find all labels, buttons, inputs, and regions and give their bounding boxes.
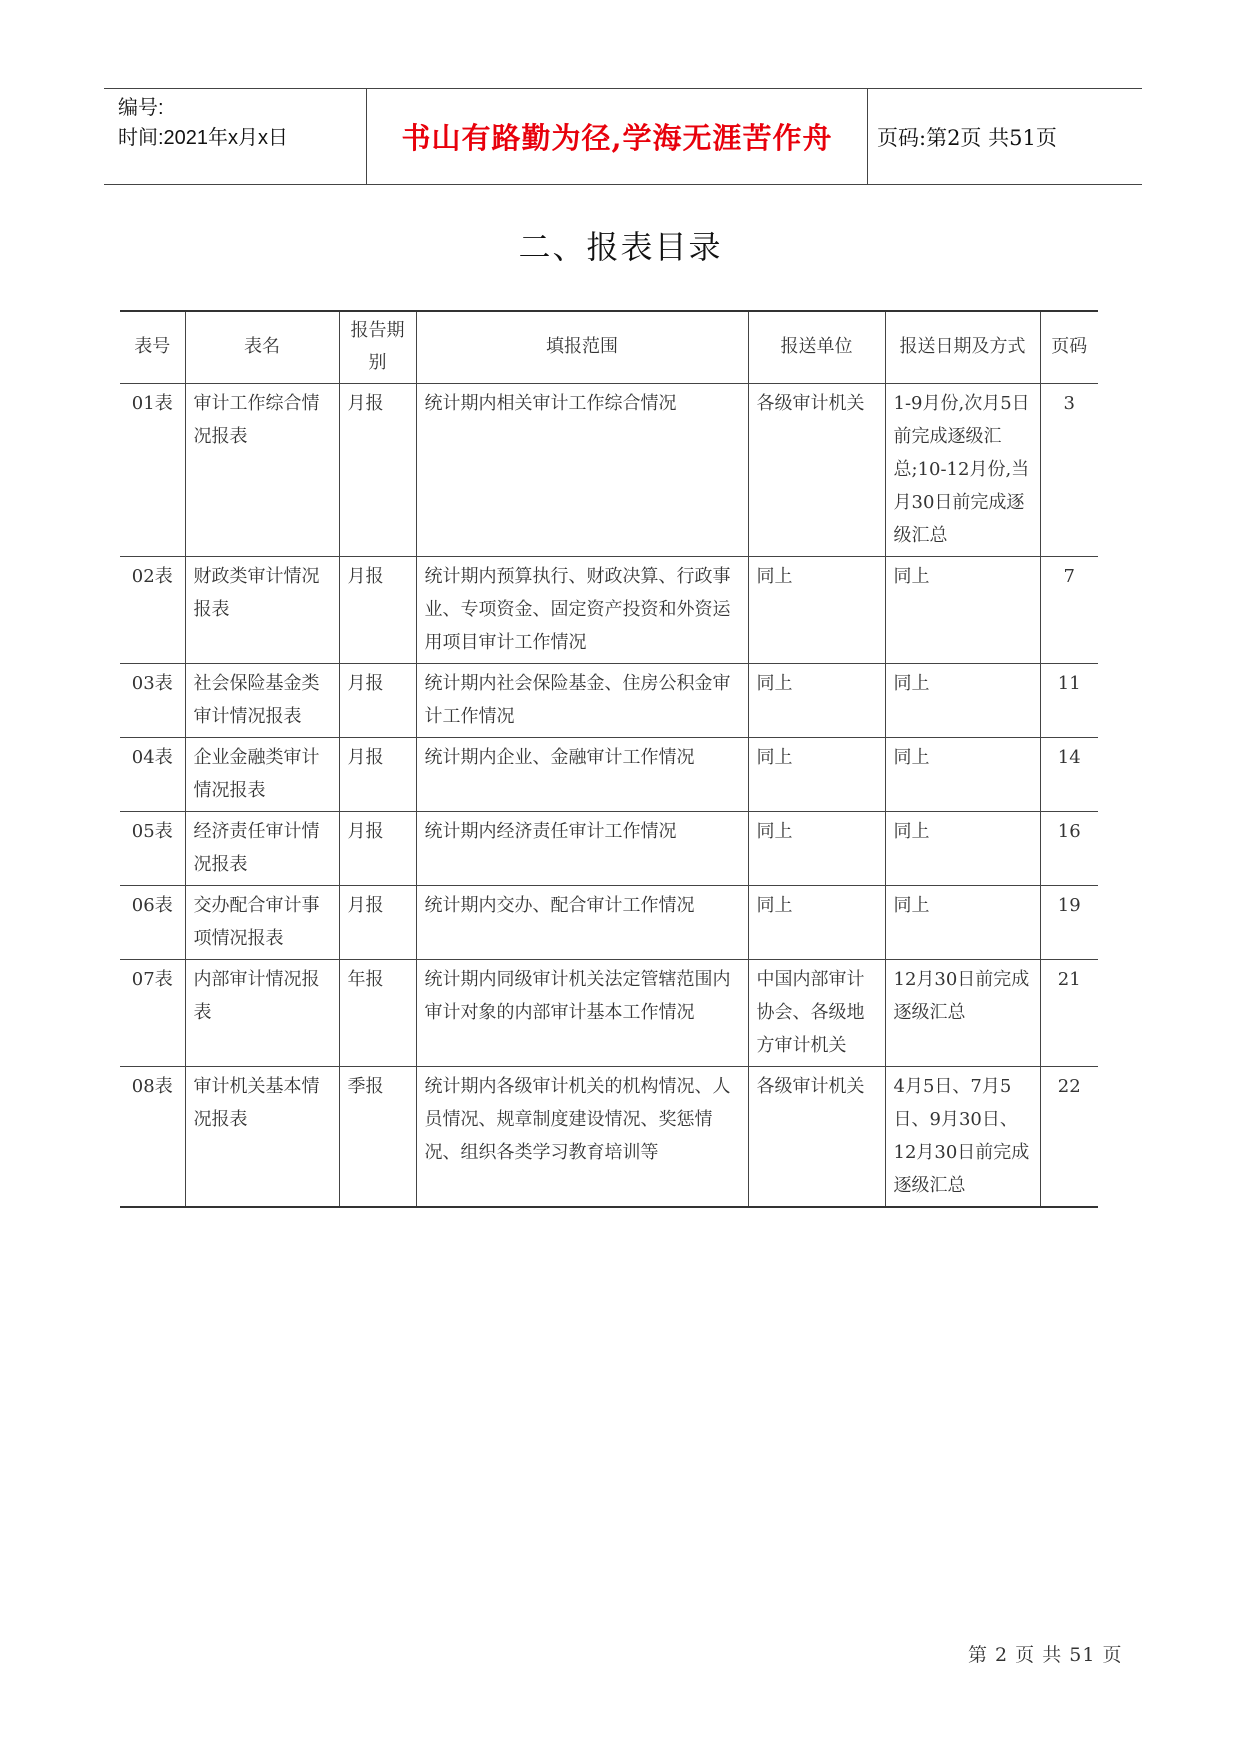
header-name: 表名 [185,311,339,384]
cell-period: 月报 [339,812,416,886]
cell-name: 审计工作综合情况报表 [185,384,339,557]
cell-date: 4月5日、7月5日、9月30日、12月30日前完成逐级汇总 [885,1067,1040,1208]
table-row [120,960,1098,1067]
cell-date: 同上 [885,738,1040,812]
table-row [120,812,1098,886]
header-date: 报送日期及方式 [885,311,1040,384]
cell-no: 08表 [120,1067,185,1208]
serial-label: 编号: [118,97,164,119]
cell-page: 7 [1040,557,1098,664]
table-row [120,664,1098,738]
page-header [104,88,1142,185]
cell-no: 02表 [120,557,185,664]
page-footer: 第 2 页 共 51 页 [968,1644,1123,1666]
header-meta [118,93,288,153]
cell-period: 月报 [339,886,416,960]
cell-page: 14 [1040,738,1098,812]
header-no: 表号 [120,311,185,384]
cell-no: 04表 [120,738,185,812]
cell-page: 22 [1040,1067,1098,1208]
table-row [120,886,1098,960]
table-header-row [120,311,1098,384]
cell-page: 3 [1040,384,1098,557]
cell-no: 06表 [120,886,185,960]
cell-date: 1-9月份,次月5日前完成逐级汇总;10-12月份,当月30日前完成逐级汇总 [885,384,1040,557]
cell-page: 19 [1040,886,1098,960]
cell-unit: 同上 [748,886,885,960]
cell-unit: 同上 [748,664,885,738]
cell-scope: 统计期内各级审计机关的机构情况、人员情况、规章制度建设情况、奖惩情况、组织各类学习教育培训等 [416,1067,748,1208]
report-catalog-table [120,310,1098,1208]
cell-no: 07表 [120,960,185,1067]
cell-name: 企业金融类审计情况报表 [185,738,339,812]
page-title: 二、报表目录 [518,228,723,266]
cell-date: 12月30日前完成逐级汇总 [885,960,1040,1067]
time-label: 时间:2021年x月x日 [118,127,289,149]
header-motto: 书山有路勤为径,学海无涯苦作舟 [401,121,833,155]
cell-period: 季报 [339,1067,416,1208]
cell-unit: 各级审计机关 [748,1067,885,1208]
header-unit: 报送单位 [748,311,885,384]
header-divider-right [867,89,868,184]
cell-scope: 统计期内预算执行、财政决算、行政事业、专项资金、固定资产投资和外资运用项目审计工作情况 [416,557,748,664]
cell-scope: 统计期内企业、金融审计工作情况 [416,738,748,812]
header-period: 报告期别 [339,311,416,384]
cell-unit: 中国内部审计协会、各级地方审计机关 [748,960,885,1067]
header-scope: 填报范围 [416,311,748,384]
cell-page: 11 [1040,664,1098,738]
cell-no: 05表 [120,812,185,886]
cell-name: 财政类审计情况报表 [185,557,339,664]
cell-unit: 同上 [748,557,885,664]
cell-name: 经济责任审计情况报表 [185,812,339,886]
header-page-info: 页码:第2页 共51页 [877,125,1057,150]
cell-scope: 统计期内相关审计工作综合情况 [416,384,748,557]
cell-period: 年报 [339,960,416,1067]
table-row [120,384,1098,557]
cell-name: 审计机关基本情况报表 [185,1067,339,1208]
cell-page: 21 [1040,960,1098,1067]
cell-name: 交办配合审计事项情况报表 [185,886,339,960]
header-divider-left [366,89,367,184]
table-row [120,557,1098,664]
cell-date: 同上 [885,812,1040,886]
table-row [120,738,1098,812]
header-page: 页码 [1040,311,1098,384]
cell-unit: 同上 [748,812,885,886]
cell-period: 月报 [339,738,416,812]
table-row [120,1067,1098,1208]
cell-name: 内部审计情况报表 [185,960,339,1067]
cell-scope: 统计期内交办、配合审计工作情况 [416,886,748,960]
cell-scope: 统计期内同级审计机关法定管辖范围内审计对象的内部审计基本工作情况 [416,960,748,1067]
cell-scope: 统计期内社会保险基金、住房公积金审计工作情况 [416,664,748,738]
cell-unit: 各级审计机关 [748,384,885,557]
cell-date: 同上 [885,886,1040,960]
cell-no: 01表 [120,384,185,557]
cell-page: 16 [1040,812,1098,886]
cell-period: 月报 [339,384,416,557]
cell-date: 同上 [885,557,1040,664]
cell-no: 03表 [120,664,185,738]
cell-date: 同上 [885,664,1040,738]
cell-period: 月报 [339,664,416,738]
cell-scope: 统计期内经济责任审计工作情况 [416,812,748,886]
cell-unit: 同上 [748,738,885,812]
cell-name: 社会保险基金类审计情况报表 [185,664,339,738]
cell-period: 月报 [339,557,416,664]
